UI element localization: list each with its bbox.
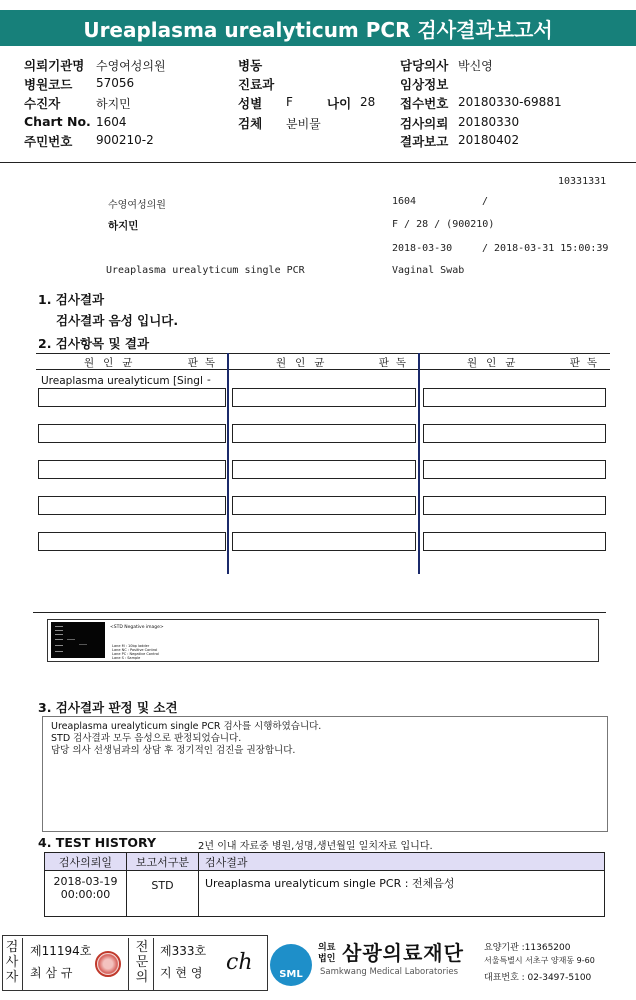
result-cell <box>38 424 226 443</box>
id-value: 900210-2 <box>96 133 154 147</box>
dept-label: 진료과 <box>238 77 275 92</box>
doctor-label: 담당의사 <box>400 58 449 73</box>
result-cell <box>38 460 226 479</box>
code-label: 병원코드 <box>24 77 73 92</box>
column-divider <box>418 353 420 574</box>
hospital-label: 의뢰기관명 <box>24 58 85 73</box>
result-cell <box>423 388 606 407</box>
gel-band <box>67 639 75 640</box>
slip-chart: 1604 <box>392 196 417 207</box>
report-title: Ureaplasma urealyticum PCR 검사결과보고서 <box>0 10 636 46</box>
result-cell <box>423 424 606 443</box>
result-column-label: 판독 <box>378 357 413 369</box>
code-value: 57056 <box>96 76 135 90</box>
gel-legend-item: Lane NC : Positive Control <box>112 648 158 652</box>
result-cell <box>232 496 416 515</box>
interpretation-line: 담당 의사 선생님과의 상담 후 정기적인 검진을 권장합니다. <box>51 745 296 756</box>
result-cell <box>38 532 226 551</box>
examiner-label: 검사자 <box>5 940 19 985</box>
first-organism-result: - <box>207 374 211 386</box>
gel-band <box>55 639 63 640</box>
result-cell <box>423 460 606 479</box>
gel-band <box>55 645 63 646</box>
patient-value: 하지민 <box>96 97 131 111</box>
receipt-value: 20180330-69881 <box>458 95 562 109</box>
column-header-2 <box>228 353 419 370</box>
result-cell <box>232 460 416 479</box>
ward-label: 병동 <box>238 58 263 73</box>
slip-hospital: 수영여성의원 <box>108 200 166 211</box>
gel-legend-item: Lane M : 10bp ladder <box>112 644 150 648</box>
column-divider <box>227 353 229 574</box>
org-name: 삼광의료재단 <box>342 941 464 965</box>
history-type: STD <box>127 871 199 917</box>
specimen-label: 검체 <box>238 116 263 131</box>
section-divider <box>33 612 606 613</box>
request-value: 20180330 <box>458 115 520 129</box>
hospital-value: 수영여성의원 <box>96 59 166 73</box>
specialist-number: 제333호 <box>160 944 207 958</box>
slip-specimen: Vaginal Swab <box>392 265 465 276</box>
history-col-result: 검사결과 <box>199 853 605 871</box>
first-organism: Ureaplasma urealyticum [Singl <box>41 375 203 387</box>
organism-column-label: 원인균 <box>84 357 142 369</box>
chart-value: 1604 <box>96 115 127 129</box>
divider <box>153 938 154 990</box>
result-date-label: 결과보고 <box>400 134 449 149</box>
table-row <box>45 871 605 917</box>
org-code: 요양기관 :11365200 <box>484 943 571 953</box>
result-cell <box>423 496 606 515</box>
sex-label: 성별 <box>238 96 263 111</box>
section3-title: 3. 검사결과 판정 및 소견 <box>38 700 178 715</box>
history-date-cell <box>45 871 127 917</box>
interpretation-box <box>42 716 608 832</box>
id-label: 주민번호 <box>24 134 73 149</box>
slip-sex-age: F / 28 / (900210) <box>392 219 495 230</box>
examiner-name: 최 삼 규 <box>30 966 73 980</box>
section1-title: 1. 검사결과 <box>38 292 105 307</box>
result-cell <box>38 388 226 407</box>
section1-summary: 검사결과 음성 입니다. <box>56 313 179 328</box>
org-prefix-top: 의료 <box>318 943 336 953</box>
org-address: 서울특별시 서초구 양재동 9-60 <box>484 956 595 965</box>
result-cell <box>232 388 416 407</box>
result-cell <box>423 532 606 551</box>
specialist-name: 지 현 영 <box>160 966 203 980</box>
age-label: 나이 <box>327 96 352 111</box>
header-divider <box>0 162 636 163</box>
chart-label: Chart No. <box>24 114 91 129</box>
request-label: 검사의뢰 <box>400 116 449 131</box>
history-col-type: 보고서구분 <box>127 853 199 871</box>
result-column-label: 판독 <box>187 357 222 369</box>
interpretation-line: Ureaplasma urealyticum single PCR 검사를 시행하였습니다. <box>51 721 322 732</box>
history-date: 2018-03-19 <box>53 875 118 888</box>
history-col-date: 검사의뢰일 <box>45 853 127 871</box>
gel-band <box>55 651 63 652</box>
section2-title: 2. 검사항목 및 결과 <box>38 336 150 351</box>
org-prefix <box>318 943 335 965</box>
result-cell <box>38 496 226 515</box>
org-phone: 대표번호 : 02-3497-5100 <box>484 973 592 983</box>
gel-band <box>55 626 63 627</box>
slip-date-from: 2018-03-30 <box>392 243 453 254</box>
org-prefix-bottom: 법인 <box>318 954 336 964</box>
org-english: Samkwang Medical Laboratories <box>320 967 459 977</box>
receipt-label: 접수번호 <box>400 96 449 111</box>
gel-legend-item: Lane S : Sample <box>112 656 141 660</box>
history-result: Ureaplasma urealyticum single PCR : 전체음성 <box>199 871 605 917</box>
organism-column-label: 원인균 <box>467 357 525 369</box>
gel-legend <box>112 644 159 660</box>
organism-column-label: 원인균 <box>276 357 334 369</box>
sml-logo-icon <box>270 944 312 986</box>
gel-band <box>79 644 87 645</box>
divider <box>128 938 129 990</box>
slip-test-name: Ureaplasma urealyticum single PCR <box>106 265 305 276</box>
logo-text: SML <box>279 969 303 980</box>
clinical-label: 임상정보 <box>400 77 449 92</box>
slip-number: 10331331 <box>558 176 607 187</box>
column-header-1 <box>36 353 228 370</box>
gel-legend-item: Lane PC : Negative Control <box>112 652 160 656</box>
gel-electrophoresis-image <box>51 622 105 658</box>
result-cell <box>232 532 416 551</box>
interpretation-line: STD 검사결과 모두 음성으로 판정되었습니다. <box>51 733 242 744</box>
history-table <box>44 852 605 917</box>
doctor-value: 박신영 <box>458 59 493 73</box>
gel-band <box>55 634 63 635</box>
signature-icon: ch <box>226 950 253 975</box>
examiner-number: 제11194호 <box>30 944 92 958</box>
gel-band <box>55 630 63 631</box>
divider <box>22 938 23 990</box>
sex-value: F <box>286 95 293 109</box>
gel-caption: <STD Negative image> <box>110 625 164 630</box>
slip-chart-slash: / <box>482 196 489 207</box>
result-date-value: 20180402 <box>458 133 520 147</box>
seal-stamp-icon <box>95 951 121 977</box>
specimen-value: 분비물 <box>286 117 321 131</box>
result-cell <box>232 424 416 443</box>
age-value: 28 <box>360 95 376 109</box>
section4-title: 4. TEST HISTORY <box>38 835 157 850</box>
result-column-label: 판독 <box>569 357 604 369</box>
history-note: 2년 이내 자료중 병원,성명,생년월일 일치자료 입니다. <box>198 841 433 852</box>
slip-patient: 하지민 <box>108 220 139 232</box>
history-time: 00:00:00 <box>60 888 111 901</box>
column-header-3 <box>419 353 610 370</box>
specialist-label: 전문의 <box>135 940 149 985</box>
patient-label: 수진자 <box>24 96 61 111</box>
slip-date-to: / 2018-03-31 15:00:39 <box>482 243 609 254</box>
